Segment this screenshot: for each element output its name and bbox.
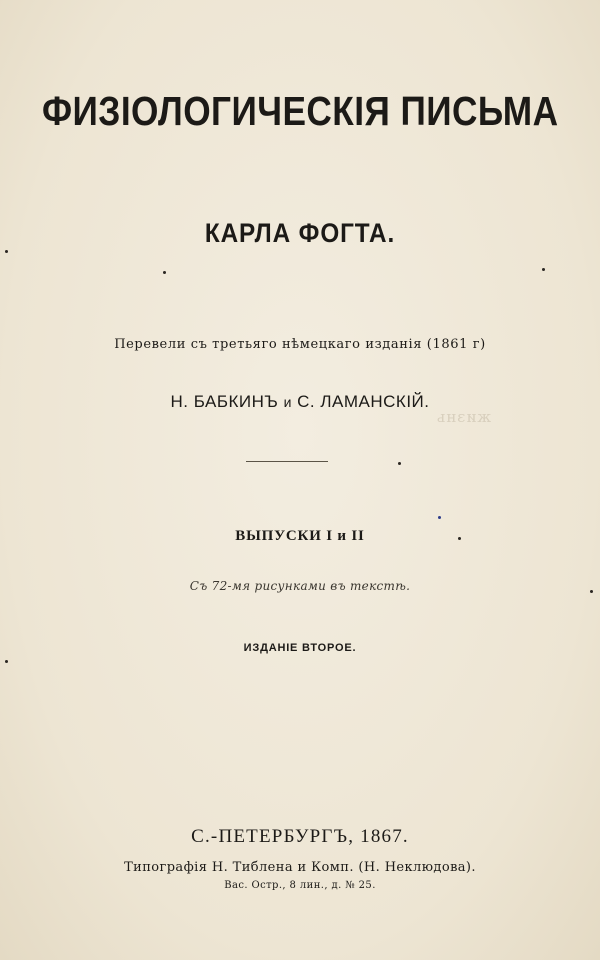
divider-rule — [246, 461, 328, 462]
ink-speck — [542, 268, 545, 271]
ink-speck — [5, 250, 8, 253]
ink-speck — [438, 516, 441, 519]
bleed-through-text: жизнь — [436, 408, 492, 426]
translators-line — [0, 392, 600, 412]
ink-speck — [398, 462, 401, 465]
edition-line: ИЗДАНІЕ ВТОРОЕ. — [243, 642, 357, 654]
printer-address: Вас. Остр., 8 лин., д. № 25. — [224, 880, 376, 891]
ink-speck — [458, 537, 461, 540]
translator-first: Н. БАБКИНЪ — [170, 392, 279, 411]
translation-note: Перевели съ третьяго нѣмецкаго изданія (1861 г) — [114, 337, 486, 352]
ink-speck — [163, 271, 166, 274]
translators-conjunction: и — [283, 394, 292, 410]
issues-line: ВЫПУСКИ I и II — [235, 528, 365, 544]
imprint-city-year: С.-ПЕТЕРБУРГЪ, 1867. — [191, 826, 409, 847]
ink-speck — [5, 660, 8, 663]
translator-second: С. ЛАМАНСКІЙ. — [297, 392, 430, 411]
author-line: КАРЛА ФОГТА. — [204, 218, 396, 248]
figures-note: Съ 72-мя рисунками въ текстѣ. — [189, 579, 411, 593]
ink-speck — [590, 590, 593, 593]
book-title: ФИЗІОЛОГИЧЕСКІЯ ПИСЬМА — [42, 88, 559, 134]
printer-line: Типографія Н. Тиблена и Комп. (Н. Неклюдова). — [124, 860, 476, 875]
